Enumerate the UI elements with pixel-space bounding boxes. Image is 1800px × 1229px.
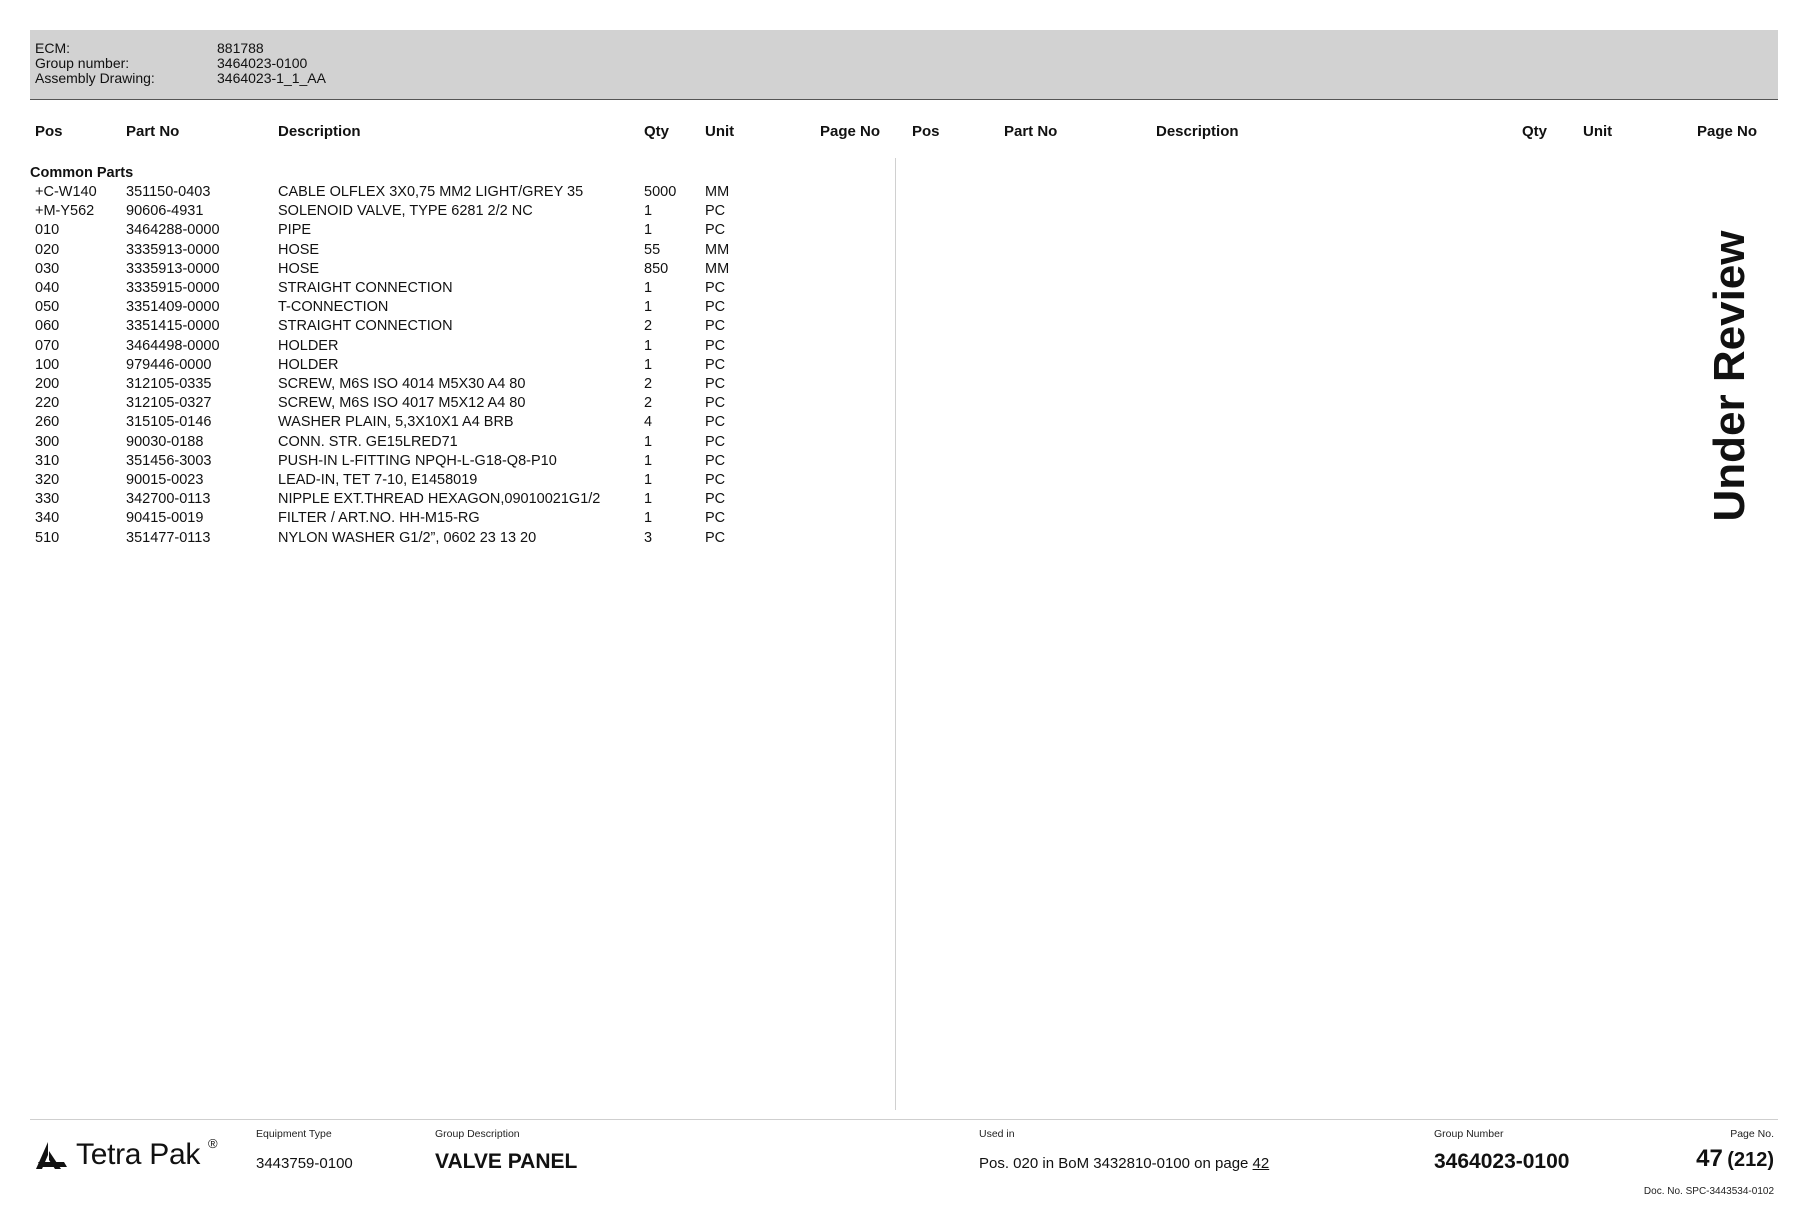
row-qty: 1 [644, 472, 653, 488]
row-description: HOLDER [278, 356, 339, 373]
under-review-stamp [1705, 230, 1755, 522]
col-header-description: Description [278, 123, 361, 140]
used-in-text: Pos. 020 in BoM 3432810-0100 on page [979, 1155, 1253, 1172]
row-description: WASHER PLAIN, 5,3X10X1 A4 BRB [278, 414, 514, 431]
row-qty: 2 [644, 395, 653, 412]
row-qty: 1 [644, 433, 653, 450]
row-qty: 4 [644, 414, 653, 431]
row-qty: 1 [644, 222, 653, 239]
row-unit: PC [705, 452, 726, 469]
row-description: FILTER / ART.NO. HH-M15-RG [278, 510, 480, 527]
group-number-value: 3464023-0100 [217, 55, 308, 71]
row-description: STRAIGHT CONNECTION [278, 318, 453, 335]
row-unit: PC [705, 299, 726, 316]
row-qty: 1 [644, 356, 653, 373]
row-part-no: 342700-0113 [126, 491, 211, 508]
footer-divider [30, 1119, 1778, 1120]
section-title-common-parts: Common Parts [30, 165, 134, 181]
row-part-no: 312105-0327 [126, 395, 212, 412]
row-pos: 050 [35, 299, 60, 316]
row-pos: 510 [35, 529, 60, 546]
row-qty: 5000 [644, 184, 677, 200]
row-unit: PC [705, 414, 726, 431]
row-description: NYLON WASHER G1/2”, 0602 23 13 20 [278, 529, 537, 546]
group-number-footer-label: Group Number [1434, 1128, 1504, 1140]
row-qty: 2 [644, 318, 653, 335]
row-part-no: 315105-0146 [126, 414, 212, 431]
row-part-no: 3335913-0000 [126, 260, 220, 277]
row-pos: 300 [35, 433, 60, 450]
ecm-label: ECM: [35, 40, 70, 56]
row-unit: PC [705, 356, 726, 373]
row-part-no: 90015-0023 [126, 472, 204, 488]
row-part-no: 351477-0113 [126, 529, 211, 546]
row-unit: PC [705, 510, 726, 527]
row-description: HOLDER [278, 337, 339, 354]
row-part-no: 351150-0403 [126, 184, 211, 200]
brand-registered-mark: ® [208, 1136, 218, 1151]
col-header-pos: Pos [35, 123, 63, 140]
row-qty: 1 [644, 510, 653, 527]
row-qty: 2 [644, 376, 653, 392]
col-header-pos-right: Pos [912, 123, 940, 140]
group-description-value: VALVE PANEL [435, 1150, 578, 1173]
row-description: STRAIGHT CONNECTION [278, 280, 453, 296]
row-part-no: 3351409-0000 [126, 299, 220, 316]
page-number [1696, 1145, 1774, 1173]
row-unit: PC [705, 491, 726, 508]
used-in-label: Used in [979, 1128, 1015, 1140]
row-pos: 030 [35, 260, 60, 277]
col-header-qty: Qty [644, 123, 670, 140]
row-unit: PC [705, 203, 726, 220]
assembly-drawing-label: Assembly Drawing: [35, 70, 155, 86]
row-part-no: 90606-4931 [126, 203, 204, 220]
header-band [30, 30, 1778, 100]
row-description: PIPE [278, 222, 312, 239]
row-description: NIPPLE EXT.THREAD HEXAGON,09010021G1/2 [278, 491, 601, 508]
page-no-label: Page No. [1730, 1128, 1774, 1140]
col-header-page-no: Page No [820, 123, 881, 140]
under-review-text: Under Review [1705, 230, 1754, 522]
row-part-no: 3335913-0000 [126, 241, 220, 258]
row-description: SOLENOID VALVE, TYPE 6281 2/2 NC [278, 203, 533, 220]
col-header-part-no-right: Part No [1004, 123, 1058, 140]
row-pos: 060 [35, 318, 60, 335]
row-qty: 1 [644, 280, 653, 296]
used-in-page-link[interactable]: 42 [1252, 1155, 1270, 1172]
group-description-label: Group Description [435, 1128, 520, 1140]
row-qty: 850 [644, 260, 669, 277]
col-header-unit-right: Unit [1583, 123, 1613, 140]
row-part-no: 351456-3003 [126, 452, 212, 469]
row-unit: PC [705, 472, 726, 488]
row-unit: MM [705, 241, 730, 258]
row-qty: 1 [644, 299, 653, 316]
brand-name: Tetra Pak [76, 1138, 201, 1171]
row-description: HOSE [278, 260, 320, 277]
row-qty: 1 [644, 203, 653, 220]
row-unit: PC [705, 395, 726, 412]
row-description: PUSH-IN L-FITTING NPQH-L-G18-Q8-P10 [278, 452, 557, 469]
assembly-drawing-value: 3464023-1_1_AA [217, 70, 326, 86]
row-part-no: 979446-0000 [126, 356, 212, 373]
row-qty: 1 [644, 491, 653, 508]
row-qty: 3 [644, 529, 653, 546]
row-unit: PC [705, 318, 726, 335]
col-header-part-no: Part No [126, 123, 180, 140]
page-number-value: 47 [1696, 1145, 1723, 1172]
row-part-no: 3351415-0000 [126, 318, 220, 335]
row-unit: PC [705, 337, 726, 354]
row-pos: 340 [35, 510, 60, 527]
row-pos: 260 [35, 414, 60, 431]
row-description: CABLE OLFLEX 3X0,75 MM2 LIGHT/GREY 35 [278, 184, 584, 200]
row-pos: +M-Y562 [35, 203, 95, 220]
row-pos: 020 [35, 241, 60, 258]
col-header-unit: Unit [705, 123, 735, 140]
row-unit: PC [705, 529, 726, 546]
row-part-no: 90030-0188 [126, 433, 204, 450]
row-pos: 330 [35, 491, 60, 508]
row-description: HOSE [278, 241, 320, 258]
row-description: CONN. STR. GE15LRED71 [278, 433, 458, 450]
row-description: LEAD-IN, TET 7-10, E1458019 [278, 472, 478, 488]
doc-number: Doc. No. SPC-3443534-0102 [1643, 1186, 1774, 1197]
row-qty: 1 [644, 337, 653, 354]
ecm-value: 881788 [217, 40, 264, 56]
row-unit: PC [705, 280, 726, 296]
row-part-no: 3464498-0000 [126, 337, 220, 354]
row-pos: +C-W140 [35, 184, 97, 200]
row-part-no: 3335915-0000 [126, 280, 220, 296]
row-description: SCREW, M6S ISO 4014 M5X30 A4 80 [278, 376, 526, 392]
row-part-no: 90415-0019 [126, 510, 204, 527]
col-header-qty-right: Qty [1522, 123, 1548, 140]
used-in-value [979, 1155, 1269, 1172]
row-unit: PC [705, 376, 726, 392]
row-pos: 070 [35, 337, 60, 354]
equipment-type-value: 3443759-0100 [256, 1155, 353, 1172]
row-unit: PC [705, 433, 726, 450]
row-unit: MM [705, 184, 730, 200]
row-qty: 55 [644, 241, 661, 258]
col-header-page-no-right: Page No [1697, 123, 1758, 140]
row-description: SCREW, M6S ISO 4017 M5X12 A4 80 [278, 395, 526, 412]
row-pos: 040 [35, 280, 60, 296]
row-pos: 220 [35, 395, 60, 412]
row-unit: PC [705, 222, 726, 239]
row-part-no: 3464288-0000 [126, 222, 220, 239]
row-pos: 320 [35, 472, 60, 488]
row-pos: 100 [35, 356, 60, 373]
group-number-label: Group number: [35, 55, 130, 71]
tetra-pak-symbol-icon [34, 1142, 68, 1172]
row-qty: 1 [644, 452, 653, 469]
row-description: T-CONNECTION [278, 299, 389, 316]
row-part-no: 312105-0335 [126, 376, 212, 392]
row-pos: 310 [35, 452, 60, 469]
page-number-total: (212) [1727, 1149, 1774, 1171]
row-unit: MM [705, 260, 730, 277]
equipment-type-label: Equipment Type [256, 1128, 332, 1140]
group-number-footer-value: 3464023-0100 [1434, 1150, 1570, 1173]
col-header-description-right: Description [1156, 123, 1239, 140]
row-pos: 200 [35, 376, 60, 392]
column-divider [895, 158, 896, 1110]
row-pos: 010 [35, 222, 60, 239]
